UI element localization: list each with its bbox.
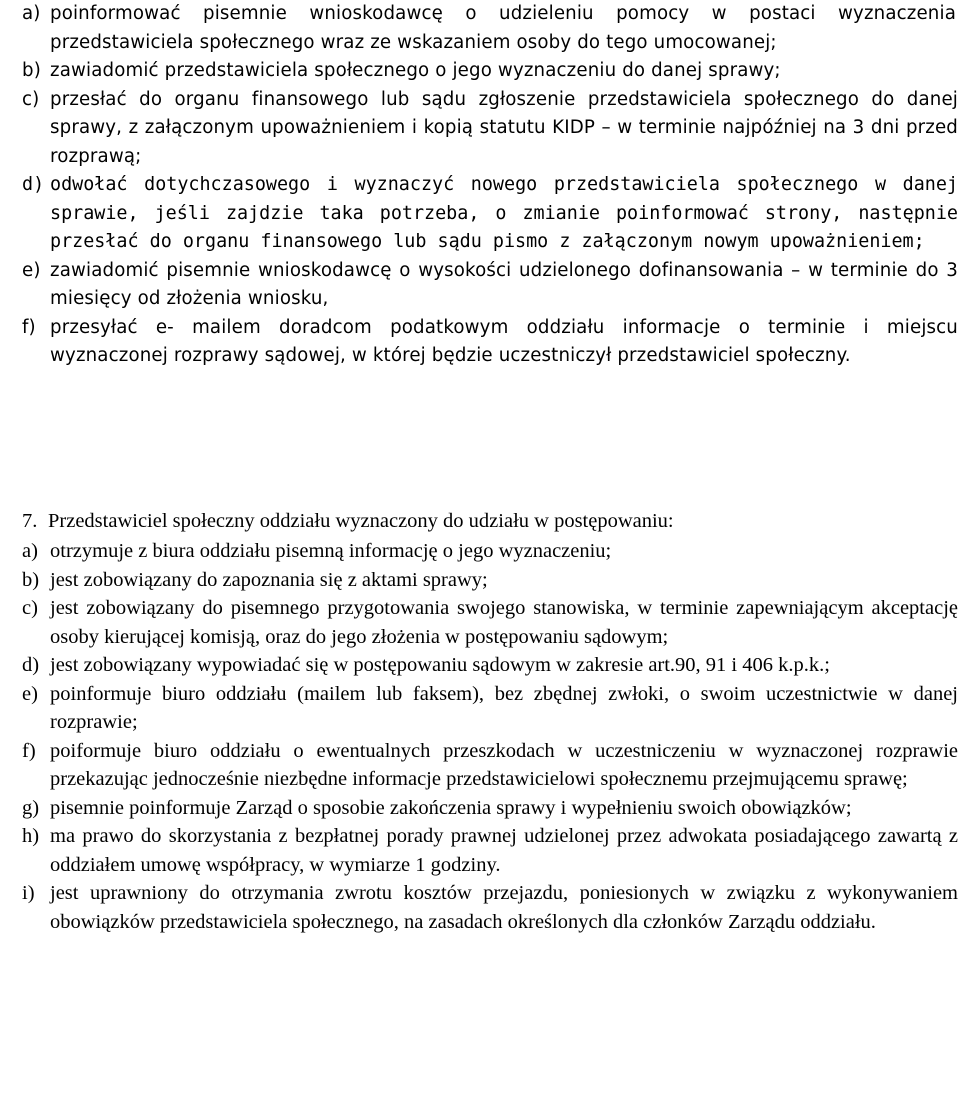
list-item-text: pisemnie poinformuje Zarząd o sposobie zakończenia sprawy i wypełnieniu swoich obowiązków; (50, 796, 852, 819)
list-item (0, 651, 958, 680)
list-item (0, 594, 958, 651)
section-number: 7. (22, 510, 38, 532)
section-heading-text: Przedstawiciel społeczny oddziału wyznaczony do udziału w postępowaniu: (48, 510, 674, 532)
section-7-heading (0, 507, 958, 536)
list-item (0, 86, 958, 172)
list-item-marker: f) (22, 739, 36, 762)
list-item-marker: d) (22, 174, 45, 195)
list-item-text: otrzymuje z biura oddziału pisemną informację o jego wyznaczeniu; (50, 540, 612, 562)
list-item-marker: i) (22, 882, 35, 904)
list-item (0, 794, 958, 823)
list-item-marker: c) (22, 88, 40, 110)
list-item-marker: h) (22, 825, 40, 847)
list-item-text: zawiadomić przedstawiciela społecznego o jego wyznaczeniu do danej sprawy; (50, 60, 781, 81)
list-item (0, 737, 958, 794)
list-item-text: zawiadomić pisemnie wnioskodawcę o wysokości udzielonego dofinansowania – w terminie do 3 miesięcy od złożenia wniosku, (50, 259, 958, 309)
list-item-marker: a) (22, 3, 41, 24)
list-item (0, 566, 958, 595)
list-item (0, 879, 958, 936)
top-list (0, 0, 958, 371)
list-item-marker: b) (22, 568, 40, 591)
list-item (0, 57, 958, 86)
list-item-marker: d) (22, 654, 40, 676)
list-item-text: przesyłać e- mailem doradcom podatkowym oddziału informacje o terminie i miejscu wyznaczonej rozprawy sądowej, w której będzie uczestniczył przedstawiciel społeczny. (50, 316, 958, 366)
list-item-text: poinformować pisemnie wnioskodawcę o udzieleniu pomocy w postaci wyznaczenia przedstawiciela społecznego wraz ze wskazaniem osoby do tego umocowanej; (50, 3, 956, 53)
list-item (0, 171, 958, 257)
list-item-text: jest zobowiązany wypowiadać się w postępowaniu sądowym w zakresie art.90, 91 i 406 k.p.k.; (50, 654, 830, 676)
list-item-marker: c) (22, 597, 38, 619)
list-item (0, 257, 958, 314)
list-item-text: poiformuje biuro oddziału o ewentualnych przeszkodach w uczestniczeniu w wyznaczonej rozprawie przekazując jednocześnie niezbędne informacje przedstawicielowi społecznemu przejmującemu sprawę; (50, 739, 958, 790)
list-item-text: jest zobowiązany do zapoznania się z aktami sprawy; (50, 568, 488, 591)
list-item-text: ma prawo do skorzystania z bezpłatnej porady prawnej udzielonej przez adwokata posiadającego zawartą z oddziałem umowę współpracy, w wymiarze 1 godziny. (50, 825, 958, 876)
list-item (0, 537, 958, 566)
list-item-text: odwołać dotychczasowego i wyznaczyć nowego przedstawiciela społecznego w danej sprawie, jeśli zajdzie taka potrzeba, o zmianie poinformować strony, następnie przesłać do organu finansowego lub sądu pismo z załączonym nowym upoważnieniem; (50, 174, 958, 252)
list-item-marker: f) (22, 316, 36, 338)
list-item-marker: e) (22, 259, 41, 281)
list-item-text: jest uprawniony do otrzymania zwrotu kosztów przejazdu, poniesionych w związku z wykonywaniem obowiązków przedstawiciela społecznego, na zasadach określonych dla członków Zarządu oddziału. (50, 882, 958, 933)
list-item (0, 680, 958, 737)
list-item-marker: a) (22, 540, 38, 562)
list-item (0, 822, 958, 879)
list-item-text: poinformuje biuro oddziału (mailem lub faksem), bez zbędnej zwłoki, o swoim uczestnictwie w danej rozprawie; (50, 682, 958, 733)
list-item-marker: e) (22, 682, 38, 705)
list-item (0, 314, 958, 371)
list-item-text: jest zobowiązany do pisemnego przygotowania swojego stanowiska, w terminie zapewniającym akceptację osoby kierującej komisją, oraz do jego złożenia w postępowaniu sądowym; (50, 597, 958, 648)
list-item-marker: b) (22, 60, 41, 81)
list-item-marker: g) (22, 796, 40, 819)
list-item-text: przesłać do organu finansowego lub sądu zgłoszenie przedstawiciela społecznego do danej sprawy, z załączonym upoważnieniem i kopią statutu KIDP – w terminie najpóźniej na 3 dni przed rozprawą; (50, 88, 958, 167)
section-7-list (0, 537, 958, 936)
list-item (0, 0, 958, 57)
